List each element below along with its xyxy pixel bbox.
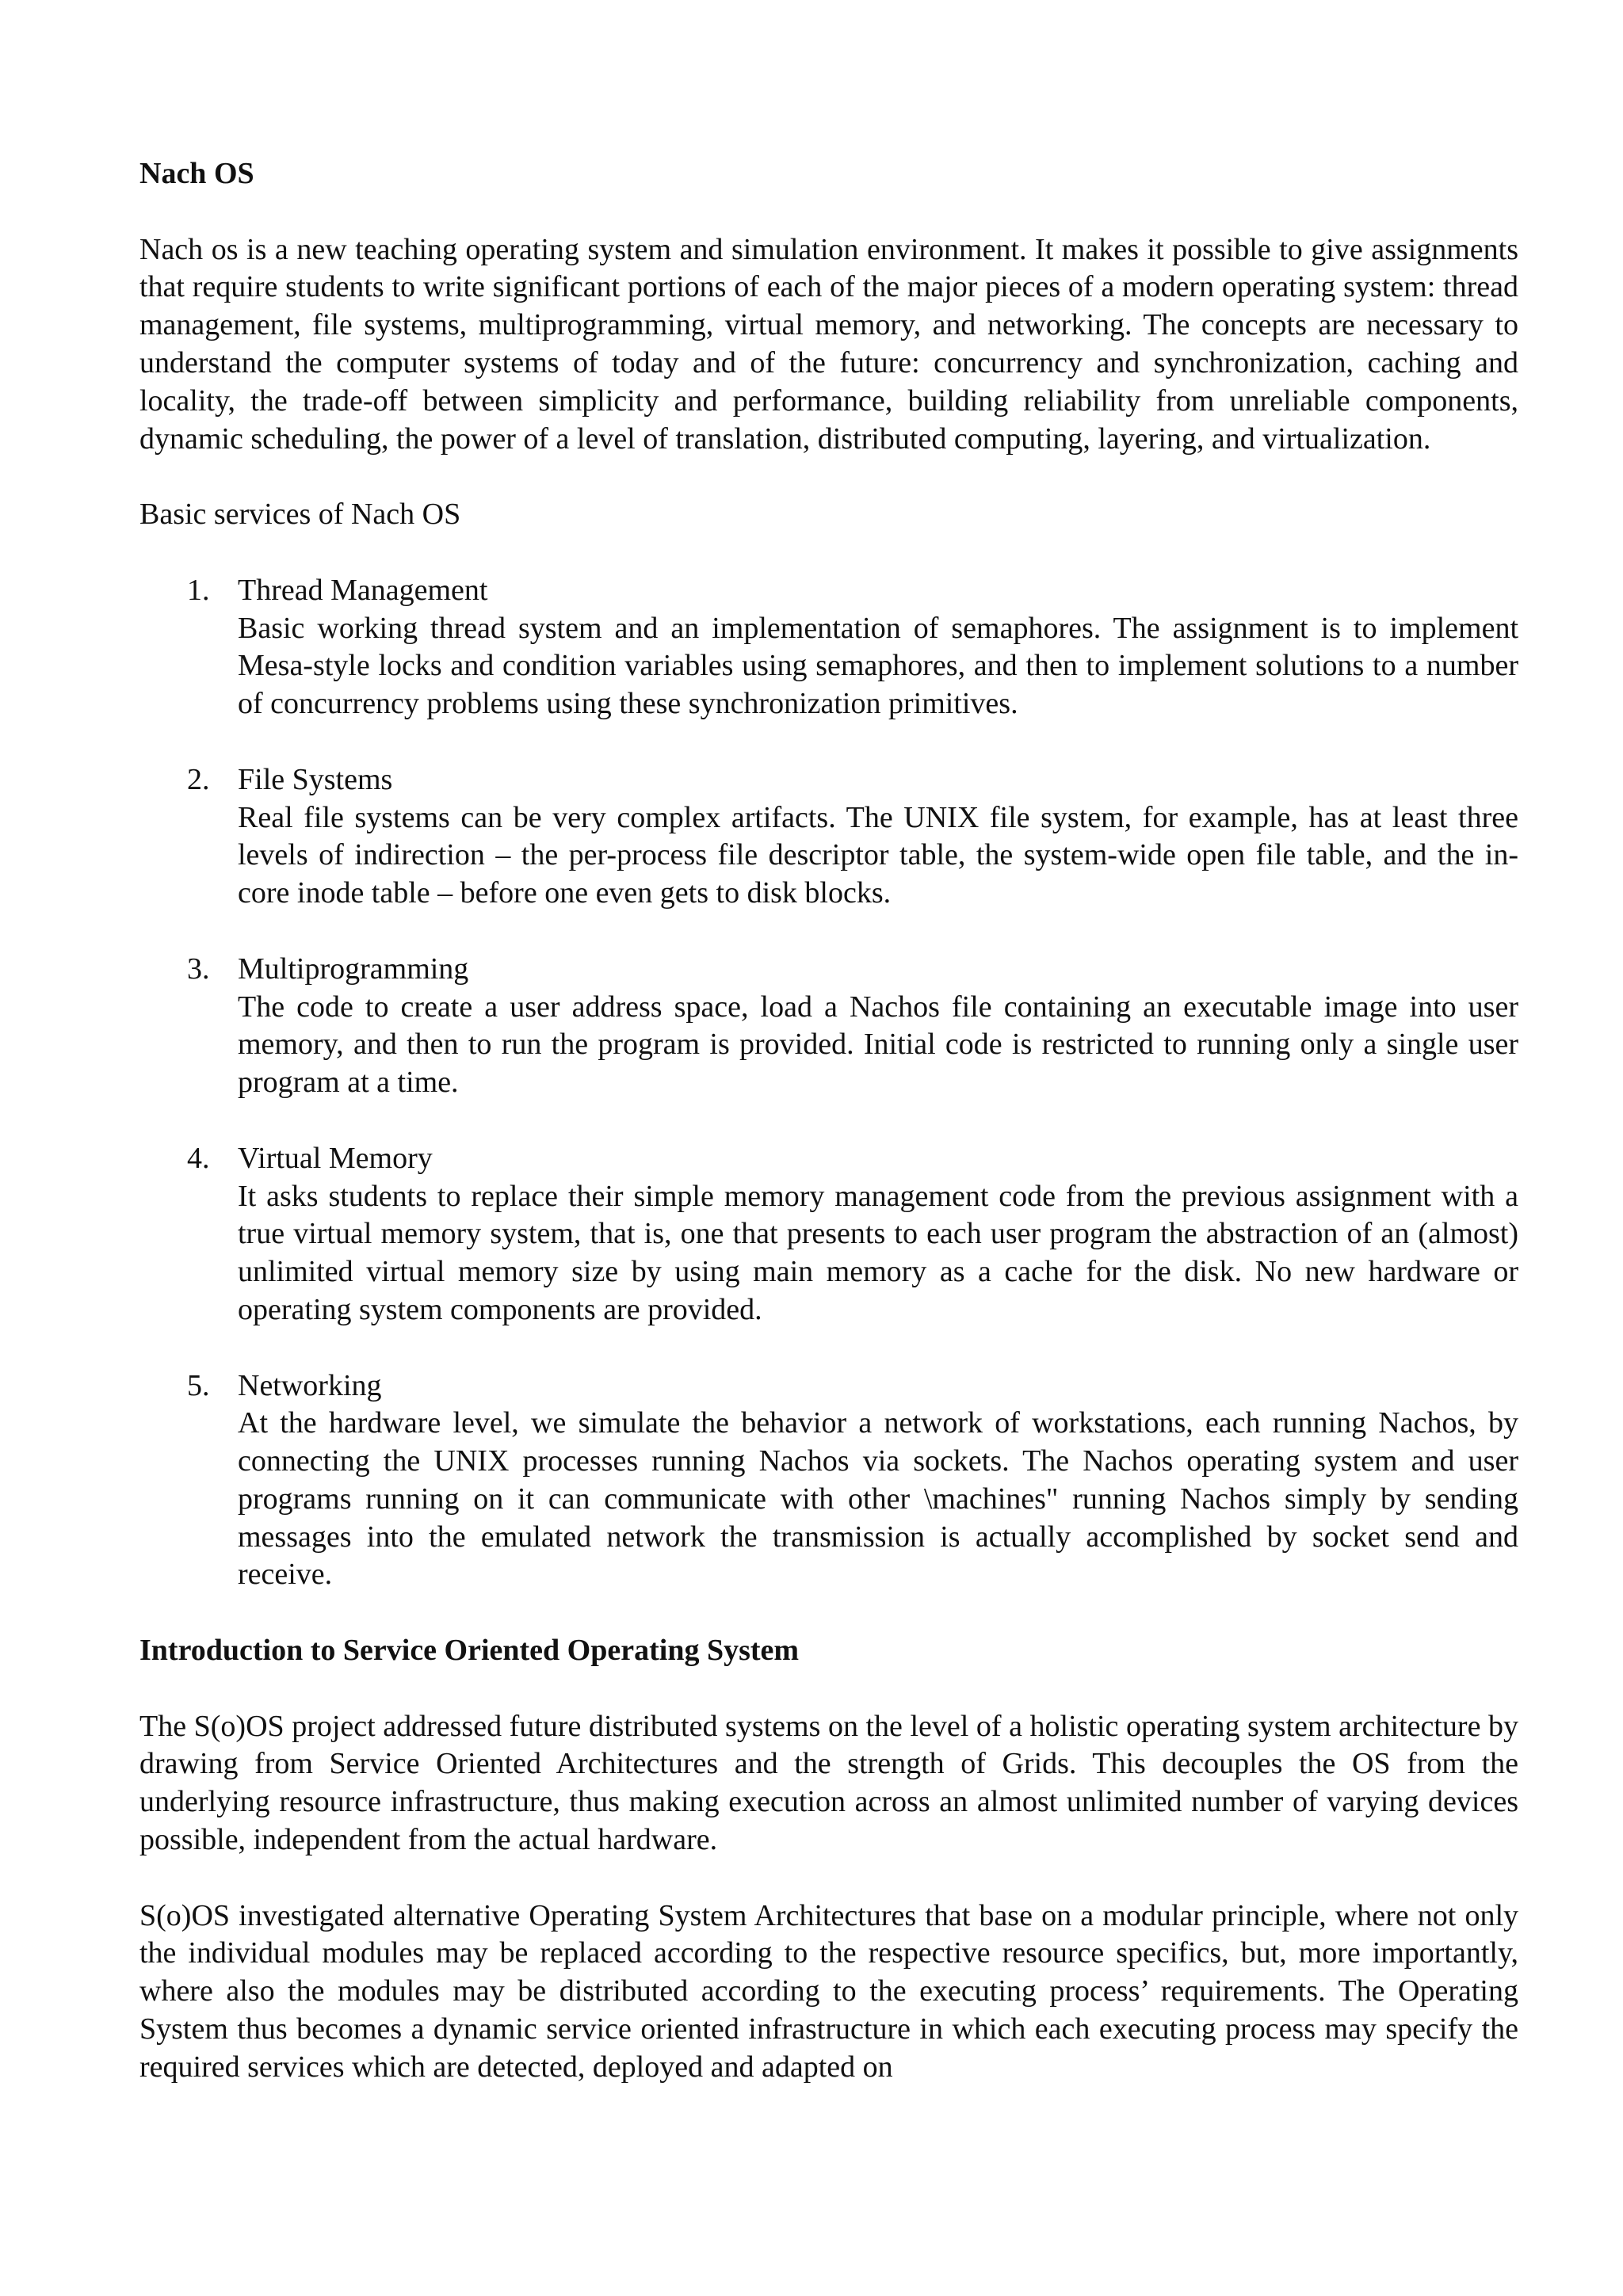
list-item-number: 1.: [187, 573, 210, 607]
list-item: [139, 572, 1518, 723]
services-list: [139, 572, 1518, 1595]
list-item-number: 4.: [187, 1141, 210, 1175]
list-item: [139, 951, 1518, 1102]
section-heading-soos: Introduction to Service Oriented Operating System: [139, 1634, 800, 1668]
list-item: [139, 1140, 1518, 1329]
list-item-body: Basic working thread system and an implementation of semaphores. The assignment is to implement Mesa-style locks and condition variables using semaphores, and then to implement solutions to a number of concurrency problems using these synchronization primitives.: [238, 611, 1518, 721]
soos-paragraph-2: S(o)OS investigated alternative Operating System Architectures that base on a modular principle, where not only the individual modules may be replaced according to the respective resource specifics, but, more importantly, where also the modules may be distributed according to the executing process’ requirements. The Operating System thus becomes a dynamic service oriented infrastructure in which each executing process may specify the required services which are detected, deployed and adapted on: [139, 1898, 1518, 2084]
services-label: Basic services of Nach OS: [139, 498, 461, 532]
list-item-body: Real file systems can be very complex artifacts. The UNIX file system, for example, has at least three levels of indirection – the per-process file descriptor table, the system-wide open file table, and the in-core inode table – before one even gets to disk blocks.: [238, 800, 1518, 910]
soos-paragraph-1: The S(o)OS project addressed future distributed systems on the level of a holistic operating system architecture by drawing from Service Oriented Architectures and the strength of Grids. This decouples the OS from the underlying resource infrastructure, thus making execution across an almost unlimited number of varying devices possible, independent from the actual hardware.: [139, 1709, 1518, 1857]
list-item-number: 3.: [187, 952, 210, 986]
list-item-title: Virtual Memory: [238, 1141, 433, 1175]
list-item-body: The code to create a user address space, load a Nachos file containing an executable image into user memory, and then to run the program is provided. Initial code is restricted to running only a single user program at a time.: [238, 990, 1518, 1100]
list-item-number: 2.: [187, 762, 210, 796]
list-item: [139, 1367, 1518, 1595]
list-item-body: At the hardware level, we simulate the behavior a network of workstations, each running Nachos, by connecting the UNIX processes running Nachos via sockets. The Nachos operating system and user programs running on it can communicate with other \machines" running Nachos simply by sending messages into the emulated network the transmission is actually accomplished by socket send and receive.: [238, 1406, 1518, 1592]
document-page: [139, 155, 1518, 2124]
list-item-title: Multiprogramming: [238, 952, 469, 986]
list-item: [139, 761, 1518, 913]
list-item-title: Networking: [238, 1368, 382, 1402]
list-item-title: Thread Management: [238, 573, 488, 607]
list-item-body: It asks students to replace their simple memory management code from the previous assignment with a true virtual memory system, that is, one that presents to each user program the abstraction of an (almost) unlimited virtual memory size by using main memory as a cache for the disk. No new hardware or operating system components are provided.: [238, 1179, 1518, 1326]
list-item-number: 5.: [187, 1368, 210, 1402]
list-item-title: File Systems: [238, 762, 393, 796]
intro-paragraph: Nach os is a new teaching operating system and simulation environment. It makes it possible to give assignments that require students to write significant portions of each of the major pieces of a modern operating system: thread management, file systems, multiprogramming, virtual memory, and networking. The concepts are necessary to understand the computer systems of today and of the future: concurrency and synchronization, caching and locality, the trade-off between simplicity and performance, building reliability from unreliable components, dynamic scheduling, the power of a level of translation, distributed computing, layering, and virtualization.: [139, 232, 1518, 456]
section-heading-nach-os: Nach OS: [139, 157, 254, 190]
